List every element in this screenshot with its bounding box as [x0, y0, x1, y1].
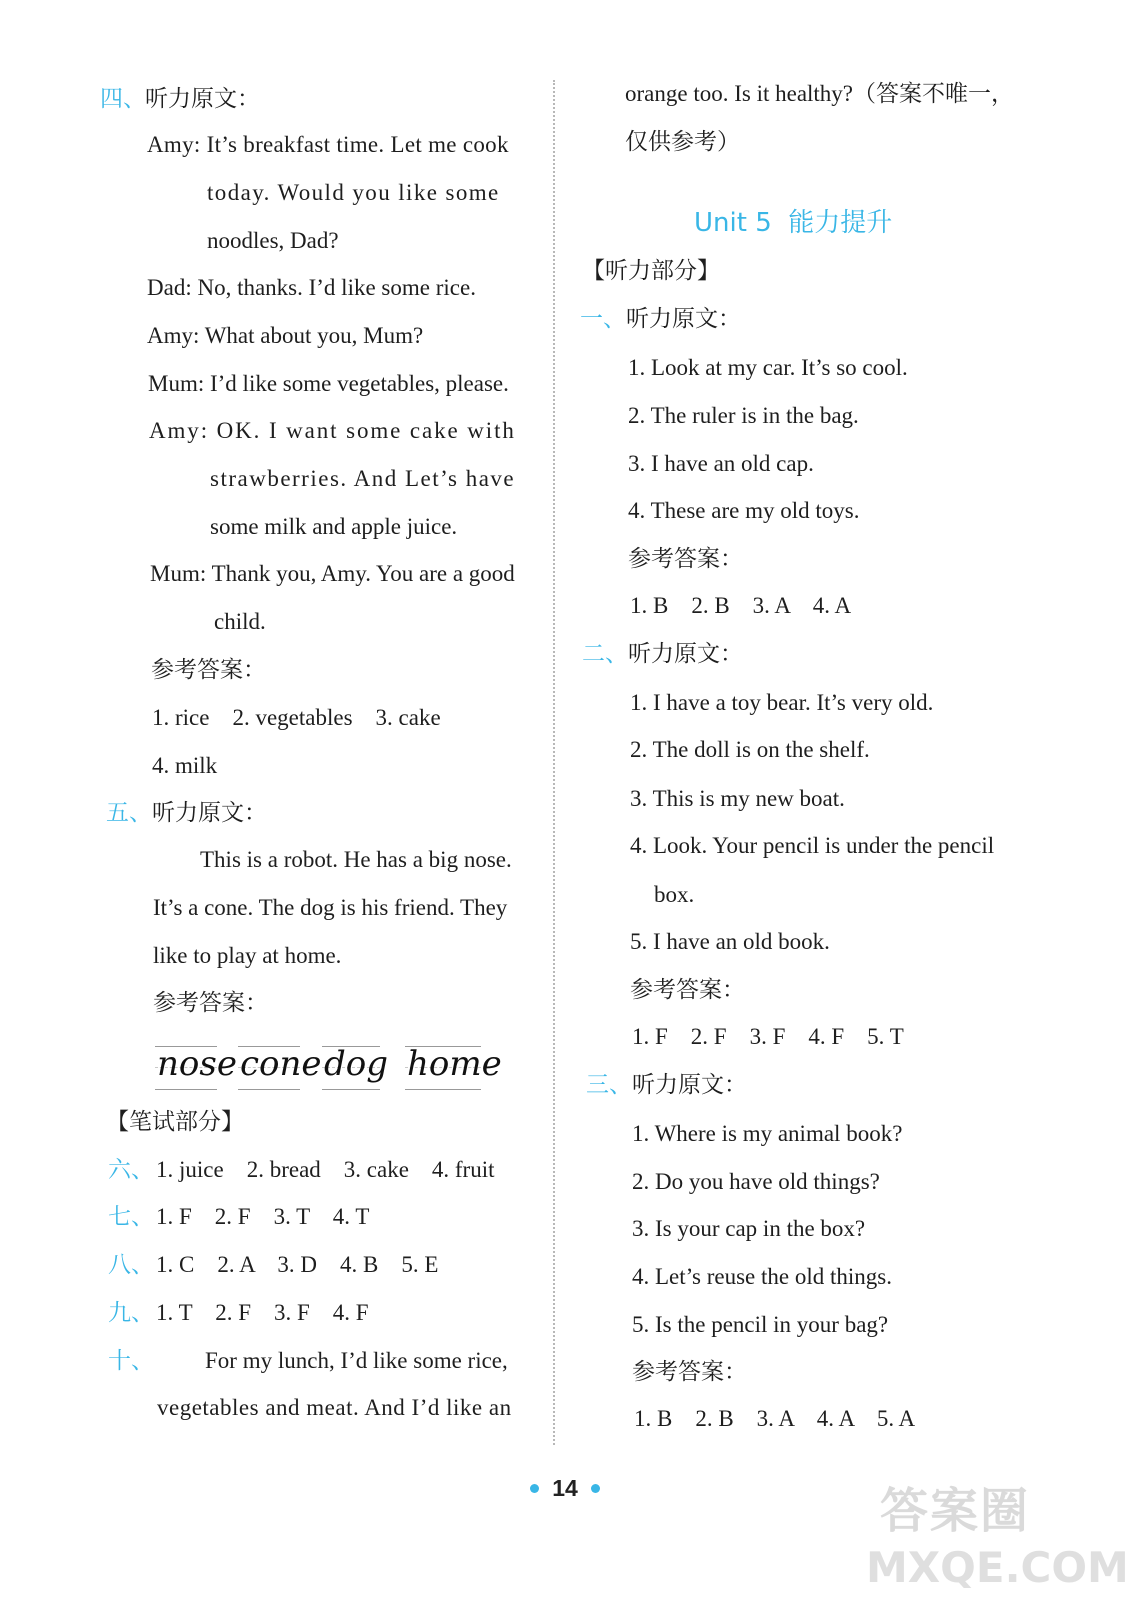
section-title: 听力原文：	[626, 306, 741, 331]
passage-line: This is a robot. He has a big nose.	[200, 847, 512, 872]
section-title: 听力原文：	[628, 641, 743, 666]
script-line: 1. Look at my car. It’s so cool.	[628, 355, 908, 380]
script-line: 1. Where is my animal book?	[632, 1121, 903, 1146]
section-number: 二、	[582, 641, 628, 666]
section-number: 五、	[106, 800, 152, 825]
page-number-text: 14	[552, 1475, 578, 1501]
section-number: 三、	[586, 1072, 632, 1097]
essay-line: vegetables and meat. And I’d like an	[157, 1395, 512, 1420]
answer-line: 1. F 2. F 3. F 4. F 5. T	[632, 1024, 904, 1049]
answer-line: 1. B 2. B 3. A 4. A 5. A	[634, 1406, 916, 1431]
script-line: 5. Is the pencil in your bag?	[632, 1312, 889, 1337]
dialog-line: Mum: Thank you, Amy. You are a good	[150, 561, 515, 586]
script-line: 4. These are my old toys.	[628, 498, 860, 523]
answer-label: 参考答案：	[632, 1359, 747, 1384]
section-title: 听力原文：	[152, 800, 267, 825]
dialog-line: noodles, Dad?	[207, 228, 339, 253]
script-line: 3. This is my new boat.	[630, 786, 845, 811]
script-line: 3. I have an old cap.	[628, 451, 814, 476]
section-number: 一、	[580, 306, 626, 331]
script-line: 2. Do you have old things?	[632, 1169, 880, 1194]
script-line: box.	[654, 882, 695, 907]
dialog-line: Amy: OK. I want some cake with	[149, 418, 516, 443]
answer-line: 1. F 2. F 3. T 4. T	[156, 1204, 370, 1229]
watermark-url: MXQE.COM	[866, 1543, 1129, 1592]
dialog-line: Amy: What about you, Mum?	[147, 323, 424, 348]
answer-line: 1. C 2. A 3. D 4. B 5. E	[156, 1252, 439, 1277]
dialog-line: some milk and apple juice.	[210, 514, 458, 539]
section-number: 七、	[108, 1204, 154, 1229]
handwritten-word: dog	[324, 1044, 388, 1084]
script-line: 4. Let’s reuse the old things.	[632, 1264, 892, 1289]
page-dot-left	[530, 1484, 539, 1493]
page-dot-right	[591, 1484, 600, 1493]
section-number: 八、	[108, 1252, 154, 1277]
script-line: 5. I have an old book.	[630, 929, 830, 954]
answer-line: 4. milk	[152, 753, 218, 778]
essay-line: For my lunch, I’d like some rice,	[205, 1348, 508, 1373]
column-divider	[553, 80, 555, 1445]
answer-label: 参考答案：	[630, 977, 745, 1002]
dialog-line: today. Would you like some	[207, 180, 500, 205]
section-number: 六、	[108, 1157, 154, 1182]
answer-line: 1. T 2. F 3. F 4. F	[156, 1300, 369, 1325]
written-part-header: 【笔试部分】	[106, 1109, 244, 1134]
answer-label: 参考答案：	[153, 990, 268, 1015]
handwritten-word: cone	[240, 1044, 322, 1084]
passage-line: It’s a cone. The dog is his friend. They	[153, 895, 508, 920]
section-title: 听力原文：	[632, 1072, 747, 1097]
dialog-line: child.	[214, 609, 266, 634]
watermark	[866, 1480, 1129, 1598]
dialog-line: Amy: It’s breakfast time. Let me cook	[147, 132, 509, 157]
passage-line: like to play at home.	[153, 943, 342, 968]
dialog-line: Dad: No, thanks. I’d like some rice.	[147, 275, 476, 300]
unit-title: Unit 5 能力提升	[694, 208, 893, 238]
script-line: 2. The doll is on the shelf.	[630, 737, 870, 762]
answer-line: 1. rice 2. vegetables 3. cake	[152, 705, 441, 730]
answer-line: 1. B 2. B 3. A 4. A	[630, 593, 852, 618]
answer-label: 参考答案：	[628, 546, 743, 571]
listening-part-header: 【听力部分】	[582, 258, 720, 283]
handwritten-word: nose	[157, 1044, 237, 1084]
essay-line: 仅供参考）	[625, 129, 740, 154]
watermark-logo-text: 答案圈	[880, 1483, 1031, 1539]
section-title: 听力原文：	[145, 86, 260, 111]
script-line: 4. Look. Your pencil is under the pencil	[630, 833, 995, 858]
section-number: 四、	[100, 86, 146, 111]
handwritten-word-box	[238, 1040, 322, 1092]
handwritten-word-box	[155, 1040, 237, 1092]
handwritten-word-box	[405, 1040, 502, 1092]
handwritten-word-box	[322, 1040, 388, 1092]
handwritten-word: home	[407, 1044, 502, 1084]
script-line: 3. Is your cap in the box?	[632, 1216, 866, 1241]
answer-label: 参考答案：	[151, 657, 266, 682]
script-line: 1. I have a toy bear. It’s very old.	[630, 690, 934, 715]
dialog-line: strawberries. And Let’s have	[210, 466, 516, 491]
section-number: 十、	[108, 1348, 154, 1373]
script-line: 2. The ruler is in the bag.	[628, 403, 859, 428]
dialog-line: Mum: I’d like some vegetables, please.	[148, 371, 509, 396]
answer-line: 1. juice 2. bread 3. cake 4. fruit	[156, 1157, 495, 1182]
section-number: 九、	[108, 1300, 154, 1325]
page-number	[520, 1472, 610, 1504]
essay-line: orange too. Is it healthy?（答案不唯一，	[625, 81, 1015, 106]
